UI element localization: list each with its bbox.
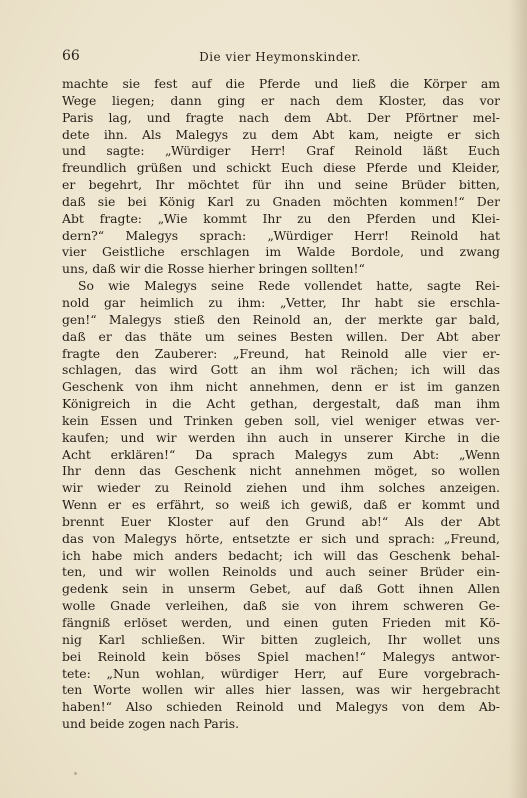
text-line: fängniß erlöset werden, und einen guten Frieden mit Kö- [62,615,500,630]
text-line: daß sie bei König Karl zu Gnaden möchten kommen!“ Der [62,193,500,209]
text-line: schlagen, das wird Gott an ihm wol rächen; ich will das [62,362,500,378]
page-number: 66 [62,48,80,64]
text-line: und beide zogen nach Paris. [62,716,240,732]
text-line: wir wieder zu Reinold ziehen und ihm solches anzeigen. [62,480,500,496]
text-line: machte sie fest auf die Pferde und ließ die Körper am [62,76,500,91]
text-line: ten Worte wollen wir alles hier lassen, was wir hergebracht [62,682,500,698]
text-line: er begehrt, Ihr möchtet für ihn und seine Brüder bitten, [62,177,500,193]
body-text [62,76,500,733]
text-line: ten, und wir wollen Reinolds und auch seiner Brüder ein- [62,564,500,580]
spine-shadow [509,0,527,798]
text-line: bei Reinold kein böses Spiel machen!“ Malegys antwor- [62,648,500,664]
paper-speck [74,772,77,775]
text-line: und sagte: „Würdiger Herr! Graf Reinold läßt Euch [62,143,500,159]
text-line: kein Essen und Trinken geben soll, viel weniger etwas ver- [62,412,500,428]
text-line: gedenk sein in unserm Gebet, auf daß Gott ihnen Allen [62,581,500,597]
paragraph-2 [62,278,500,733]
text-line: kaufen; und wir werden ihn auch in unserer Kirche in die [62,429,500,445]
text-line: dern?“ Malegys sprach: „Würdiger Herr! Reinold hat [62,227,500,243]
text-line: nig Karl schließen. Wir bitten zugleich, Ihr wollet uns [62,631,500,647]
text-line: haben!“ Also schieden Reinold und Malegys von dem Ab- [62,699,500,715]
text-line: Paris lag, und fragte nach dem Abt. Der Pförtner mel- [62,109,500,125]
text-line: Wenn er es erfährt, so weiß ich gewiß, daß er kommt und [62,497,500,513]
text-line: dete ihn. Als Malegys zu dem Abt kam, neigte er sich [62,126,500,142]
running-title: Die vier Heymonskinder. [199,50,361,64]
text-line: gen!“ Malegys stieß den Reinold an, der merkte gar bald, [62,311,500,327]
text-line: wolle Gnade verleihen, daß sie von ihrem schweren Ge- [62,598,500,614]
text-line: Königreich in die Acht gethan, dergestalt, daß man ihm [62,396,500,412]
text-line: freundlich grüßen und schickt Euch diese Pferde und Kleider, [62,160,500,176]
text-line: Abt fragte: „Wie kommt Ihr zu den Pferden und Klei- [62,210,500,226]
text-line: Wege liegen; dann ging er nach dem Kloster, das vor [62,92,500,108]
text-line: So wie Malegys seine Rede vollendet hatte, sagte Rei- [78,278,500,294]
text-line: fragte den Zauberer: „Freund, hat Reinold alle vier er- [62,345,500,361]
text-line: brennt Euer Kloster auf den Grund ab!“ Als der Abt [62,513,500,529]
text-line: nold gar heimlich zu ihm: „Vetter, Ihr habt sie erschla- [62,294,500,310]
text-line: ich habe mich anders bedacht; ich will das Geschenk behal- [62,547,500,563]
running-head [62,48,498,68]
text-line: Ihr denn das Geschenk nicht annehmen möget, so wollen [62,463,500,479]
text-line: Acht erklären!“ Da sprach Malegys zum Abt: „Wenn [62,446,500,462]
text-line: daß er das thäte um seines Besten willen. Der Abt aber [62,328,500,344]
paragraph-1 [62,76,500,278]
text-line: uns, daß wir die Rosse hierher bringen sollten!“ [62,261,365,277]
text-line: Geschenk von ihm nicht annehmen, denn er ist im ganzen [62,379,500,395]
text-line: tete: „Nun wohlan, würdiger Herr, auf Eure vorgebrach- [62,665,500,681]
text-line: das von Malegys hörte, entsetzte er sich und sprach: „Freund, [62,530,500,546]
text-line: vier Geistliche erschlagen im Walde Bordole, und zwang [62,244,500,260]
